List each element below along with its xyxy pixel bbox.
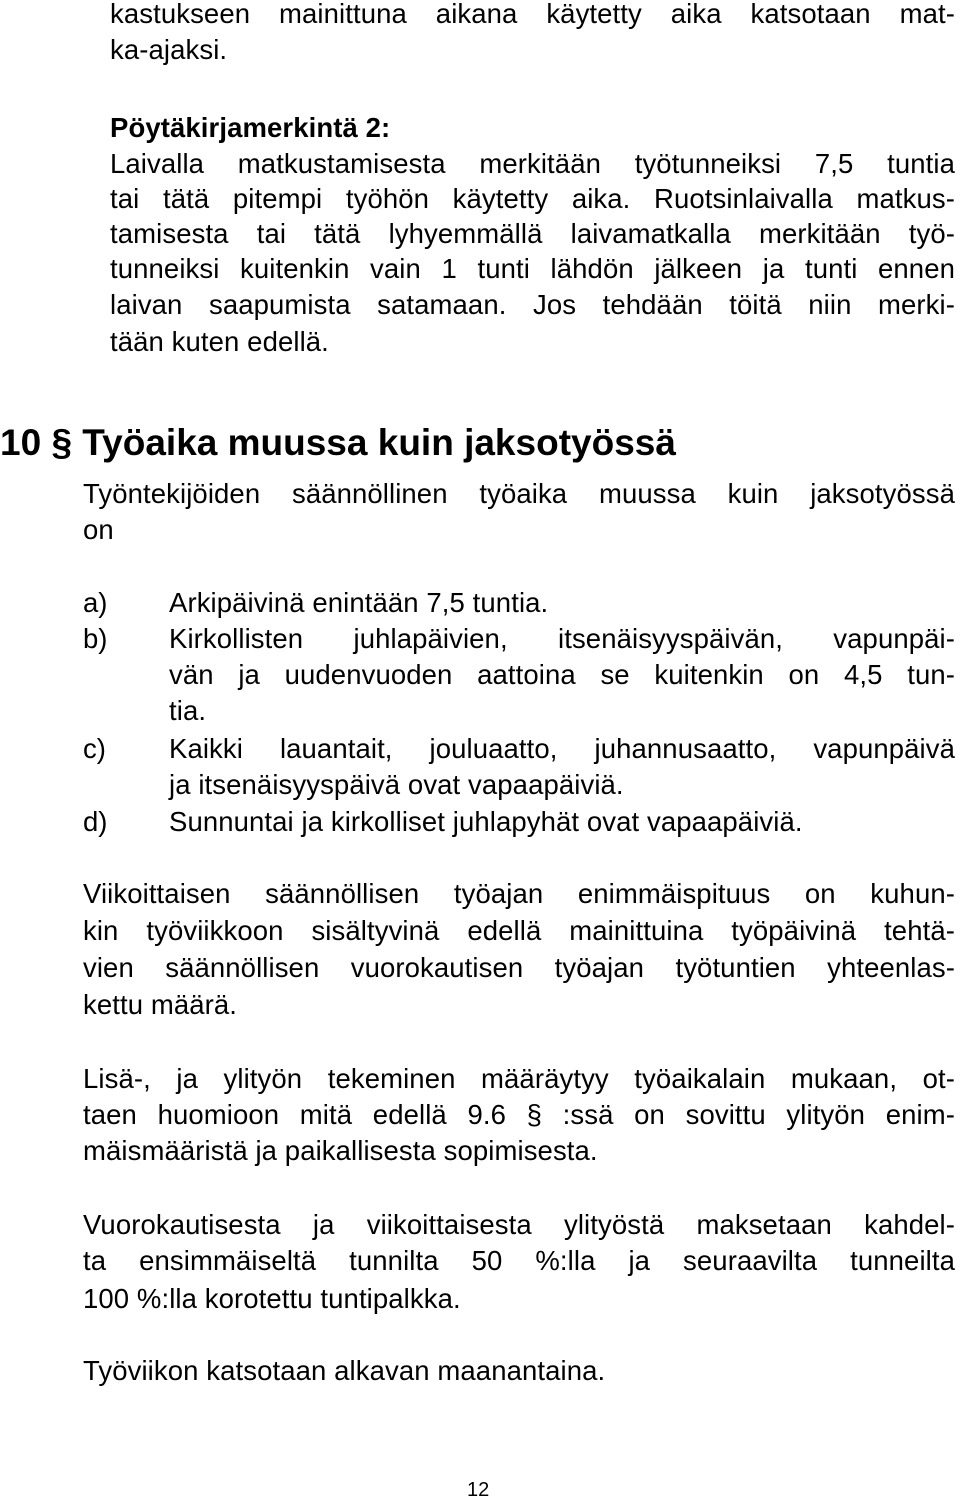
paragraph-line: 100 %:lla korotettu tuntipalkka. <box>83 1283 461 1314</box>
paragraph-line: ta ensimmäiseltä tunnilta 50 %:lla ja seuraavilta tunneilta <box>83 1245 955 1276</box>
section-heading <box>0 421 676 465</box>
note-line: tai tätä pitempi työhön käytetty aika. Ruotsinlaivalla matkus- <box>110 183 955 214</box>
list-item-text: Sunnuntai ja kirkolliset juhlapyhät ovat vapaapäiviä. <box>169 806 803 837</box>
intro-line: kastukseen mainittuna aikana käytetty aika katsotaan mat- <box>110 0 955 29</box>
list-item-text: ja itsenäisyyspäivä ovat vapaapäiviä. <box>169 769 624 800</box>
list-item-label: a) <box>83 587 108 618</box>
list-item-label: c) <box>83 733 106 764</box>
paragraph-line: kettu määrä. <box>83 989 238 1020</box>
section-intro-line: Työntekijöiden säännöllinen työaika muussa kuin jaksotyössä <box>83 478 955 509</box>
paragraph-line: Viikoittaisen säännöllisen työajan enimmäispituus on kuhun- <box>83 878 955 909</box>
note-title: Pöytäkirjamerkintä 2: <box>110 112 391 143</box>
paragraph-line: taen huomioon mitä edellä 9.6 § :ssä on sovittu ylityön enim- <box>83 1099 955 1130</box>
list-item-text: Arkipäivinä enintään 7,5 tuntia. <box>169 587 549 618</box>
paragraph-line: Vuorokautisesta ja viikoittaisesta ylityöstä maksetaan kahdel- <box>83 1209 955 1240</box>
paragraph-line: kin työviikkoon sisältyvinä edellä mainittuina työpäivinä tehtä- <box>83 915 955 946</box>
note-line: laivan saapumista satamaan. Jos tehdään töitä niin merki- <box>110 289 955 320</box>
note-line: Laivalla matkustamisesta merkitään työtunneiksi 7,5 tuntia <box>110 148 955 179</box>
paragraph-line: Työviikon katsotaan alkavan maanantaina. <box>83 1355 606 1386</box>
section-intro-line: on <box>83 514 114 545</box>
list-item-text: vän ja uudenvuoden aattoina se kuitenkin on 4,5 tun- <box>169 659 955 690</box>
note-line: tunneiksi kuitenkin vain 1 tunti lähdön jälkeen ja tunti ennen <box>110 253 955 284</box>
list-item-label: d) <box>83 806 108 837</box>
list-item-label: b) <box>83 623 108 654</box>
intro-line: ka-ajaksi. <box>110 34 228 65</box>
section-title: Työaika muussa kuin jaksotyössä <box>82 422 676 463</box>
note-line: tään kuten edellä. <box>110 326 329 357</box>
note-line: tamisesta tai tätä lyhyemmällä laivamatkalla merkitään työ- <box>110 218 955 249</box>
section-sign-icon: § <box>51 422 73 463</box>
paragraph-line: vien säännöllisen vuorokautisen työajan työtuntien yhteenlas- <box>83 952 955 983</box>
page-number: 12 <box>467 1479 490 1501</box>
list-item-text: tia. <box>169 695 207 726</box>
list-item-text: Kirkollisten juhlapäivien, itsenäisyyspäivän, vapunpäi- <box>169 623 955 654</box>
paragraph-line: Lisä-, ja ylityön tekeminen määräytyy työaikalain mukaan, ot- <box>83 1063 955 1094</box>
list-item-text: Kaikki lauantait, jouluaatto, juhannusaatto, vapunpäivä <box>169 733 955 764</box>
section-number: 10 <box>0 422 42 463</box>
paragraph-line: mäismääristä ja paikallisesta sopimisesta. <box>83 1135 598 1166</box>
